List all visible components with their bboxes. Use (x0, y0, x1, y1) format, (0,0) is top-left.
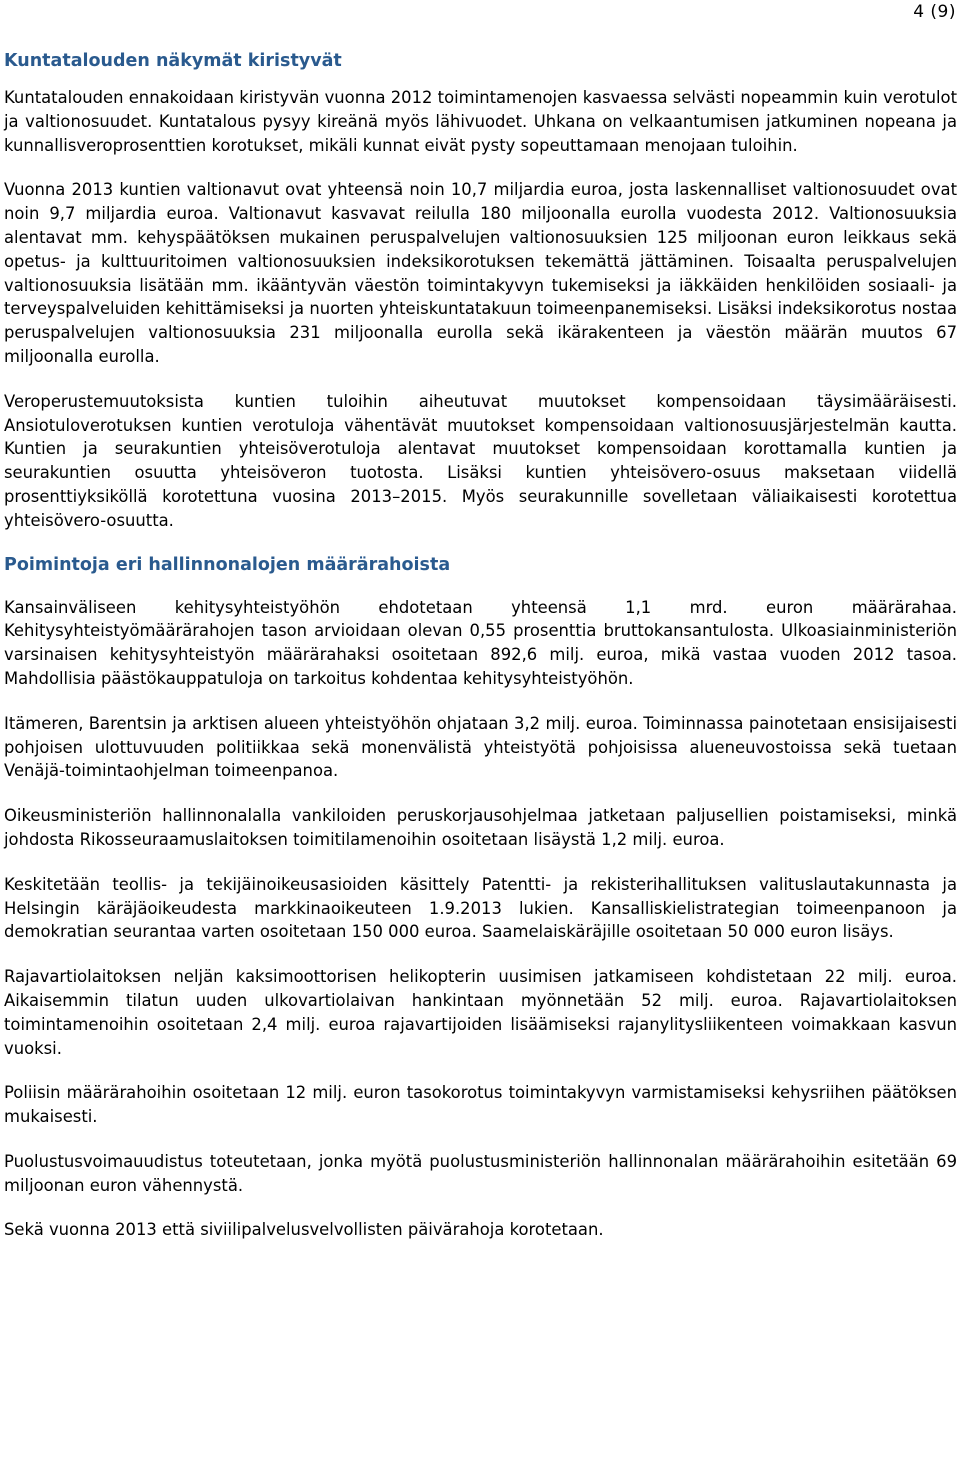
paragraph: Itämeren, Barentsin ja arktisen alueen yhteistyöhön ohjataan 3,2 milj. euroa. Toiminnassa painotetaan ensisijaisesti pohjoisen ulottuvuuden politiikkaa sekä monenvälistä yhteistyötä pohjoisissa alueneuvostoissa sekä tuetaan Venäjä-toimintaohjelman toimeenpanoa. (4, 713, 957, 781)
paragraph: Vuonna 2013 kuntien valtionavut ovat yhteensä noin 10,7 miljardia euroa, josta laskennalliset valtionosuudet ovat noin 9,7 miljardia euroa. Valtionavut kasvavat reilulla 180 miljoonalla eurolla vuodesta 2012. Valtionosuuksia alentavat mm. kehyspäätöksen mukainen peruspalvelujen valtionosuuksien 125 miljoonan euron leikkaus sekä opetus- ja kulttuuritoimen valtionosuuksien indeksikorotuksen tekemättä jättäminen. Toisaalta peruspalvelujen valtionosuuksia lisätään mm. ikääntyvän väestön toimintakyvyn tukemiseksi ja iäkkäiden henkilöiden sosiaali- ja terveyspalveluiden kehittämiseksi ja nuorten yhteiskuntatakuun toimeenpanemiseksi. Lisäksi indeksikorotus nostaa peruspalvelujen valtionosuuksia 231 miljoonalla eurolla sekä ikärakenteen ja väestön määrän muutos 67 miljoonalla eurolla. (4, 180, 957, 366)
section-heading-maararahat: Poimintoja eri hallinnonalojen määrärahoista (4, 554, 451, 575)
paragraph: Veroperustemuutoksista kuntien tuloihin aiheutuvat muutokset kompensoidaan täysimääräisesti. Ansiotuloverotuksen kuntien verotuloja vähentävät muutokset kompensoidaan valtionosuusjärjestelmän kautta. Kuntien ja seurakuntien yhteisöverotuloja alentavat muutokset kompensoidaan korottamalla kuntien ja seurakuntien osuutta yhteisöveron tuotosta. Lisäksi kuntien yhteisövero-osuus maksetaan viidellä prosenttiyksiköllä korotettuna vuosina 2013–2015. Myös seurakunnille sovelletaan väliaikaisesti korotettua yhteisövero-osuutta. (4, 391, 957, 530)
page-number: 4 (9) (913, 2, 956, 22)
paragraph: Kuntatalouden ennakoidaan kiristyvän vuonna 2012 toimintamenojen kasvaessa selvästi nopeammin kuin verotulot ja valtionosuudet. Kuntatalous pysyy kireänä myös lähivuodet. Uhkana on velkaantumisen jatkuminen nopeana ja kunnallisveroprosenttien korotukset, mikäli kunnat eivät pysty sopeuttamaan menojaan tuloihin. (4, 88, 957, 155)
paragraph: Oikeusministeriön hallinnonalalla vankiloiden peruskorjausohjelmaa jatketaan paljusellien poistamiseksi, minkä johdosta Rikosseuraamuslaitoksen toimitilamenoihin osoitetaan lisäystä 1,2 milj. euroa. (4, 806, 957, 849)
section-heading-kuntatalous: Kuntatalouden näkymät kiristyvät (4, 51, 342, 71)
paragraph: Sekä vuonna 2013 että siviilipalvelusvelvollisten päivärahoja korotetaan. (4, 1220, 604, 1240)
paragraph: Poliisin määrärahoihin osoitetaan 12 milj. euron tasokorotus toimintakyvyn varmistamiseksi kehysriihen päätöksen mukaisesti. (4, 1083, 957, 1127)
paragraph: Kansainväliseen kehitysyhteistyöhön ehdotetaan yhteensä 1,1 mrd. euron määrärahaa. Kehitysyhteistyömäärärahojen tason arvioidaan olevan 0,55 prosenttia bruttokansantulosta. Ulkoasiainministeriön varsinaisen kehitysyhteistyön määrärahaksi osoitetaan 892,6 milj. euroa, mikä vastaa vuoden 2012 tasoa. Mahdollisia päästökauppatuloja on tarkoitus kohdentaa kehitysyhteistyöhön. (4, 597, 957, 688)
paragraph: Puolustusvoimauudistus toteutetaan, jonka myötä puolustusministeriön hallinnonalan määrärahoihin esitetään 69 miljoonan euron vähennystä. (4, 1151, 957, 1195)
paragraph: Rajavartiolaitoksen neljän kaksimoottorisen helikopterin uusimisen jatkamiseen kohdistetaan 22 milj. euroa. Aikaisemmin tilatun uuden ulkovartiolaivan hankintaan myönnetään 52 milj. euroa. Rajavartiolaitoksen toimintamenoihin osoitetaan 2,4 milj. euroa rajavartijoiden lisäämiseksi rajanylitysliikenteen voimakkaan kasvun vuoksi. (4, 967, 957, 1058)
document-body (4, 48, 957, 1242)
paragraph: Keskitetään teollis- ja tekijäinoikeusasioiden käsittely Patentti- ja rekisterihallituksen valituslautakunnasta ja Helsingin käräjäoikeudesta markkinaoikeuteen 1.9.2013 lukien. Kansalliskielistrategian toimeenpanoon ja demokratian seurantaa varten osoitetaan 150 000 euroa. Saamelaiskäräjille osoitetaan 50 000 euron lisäys. (4, 874, 957, 942)
